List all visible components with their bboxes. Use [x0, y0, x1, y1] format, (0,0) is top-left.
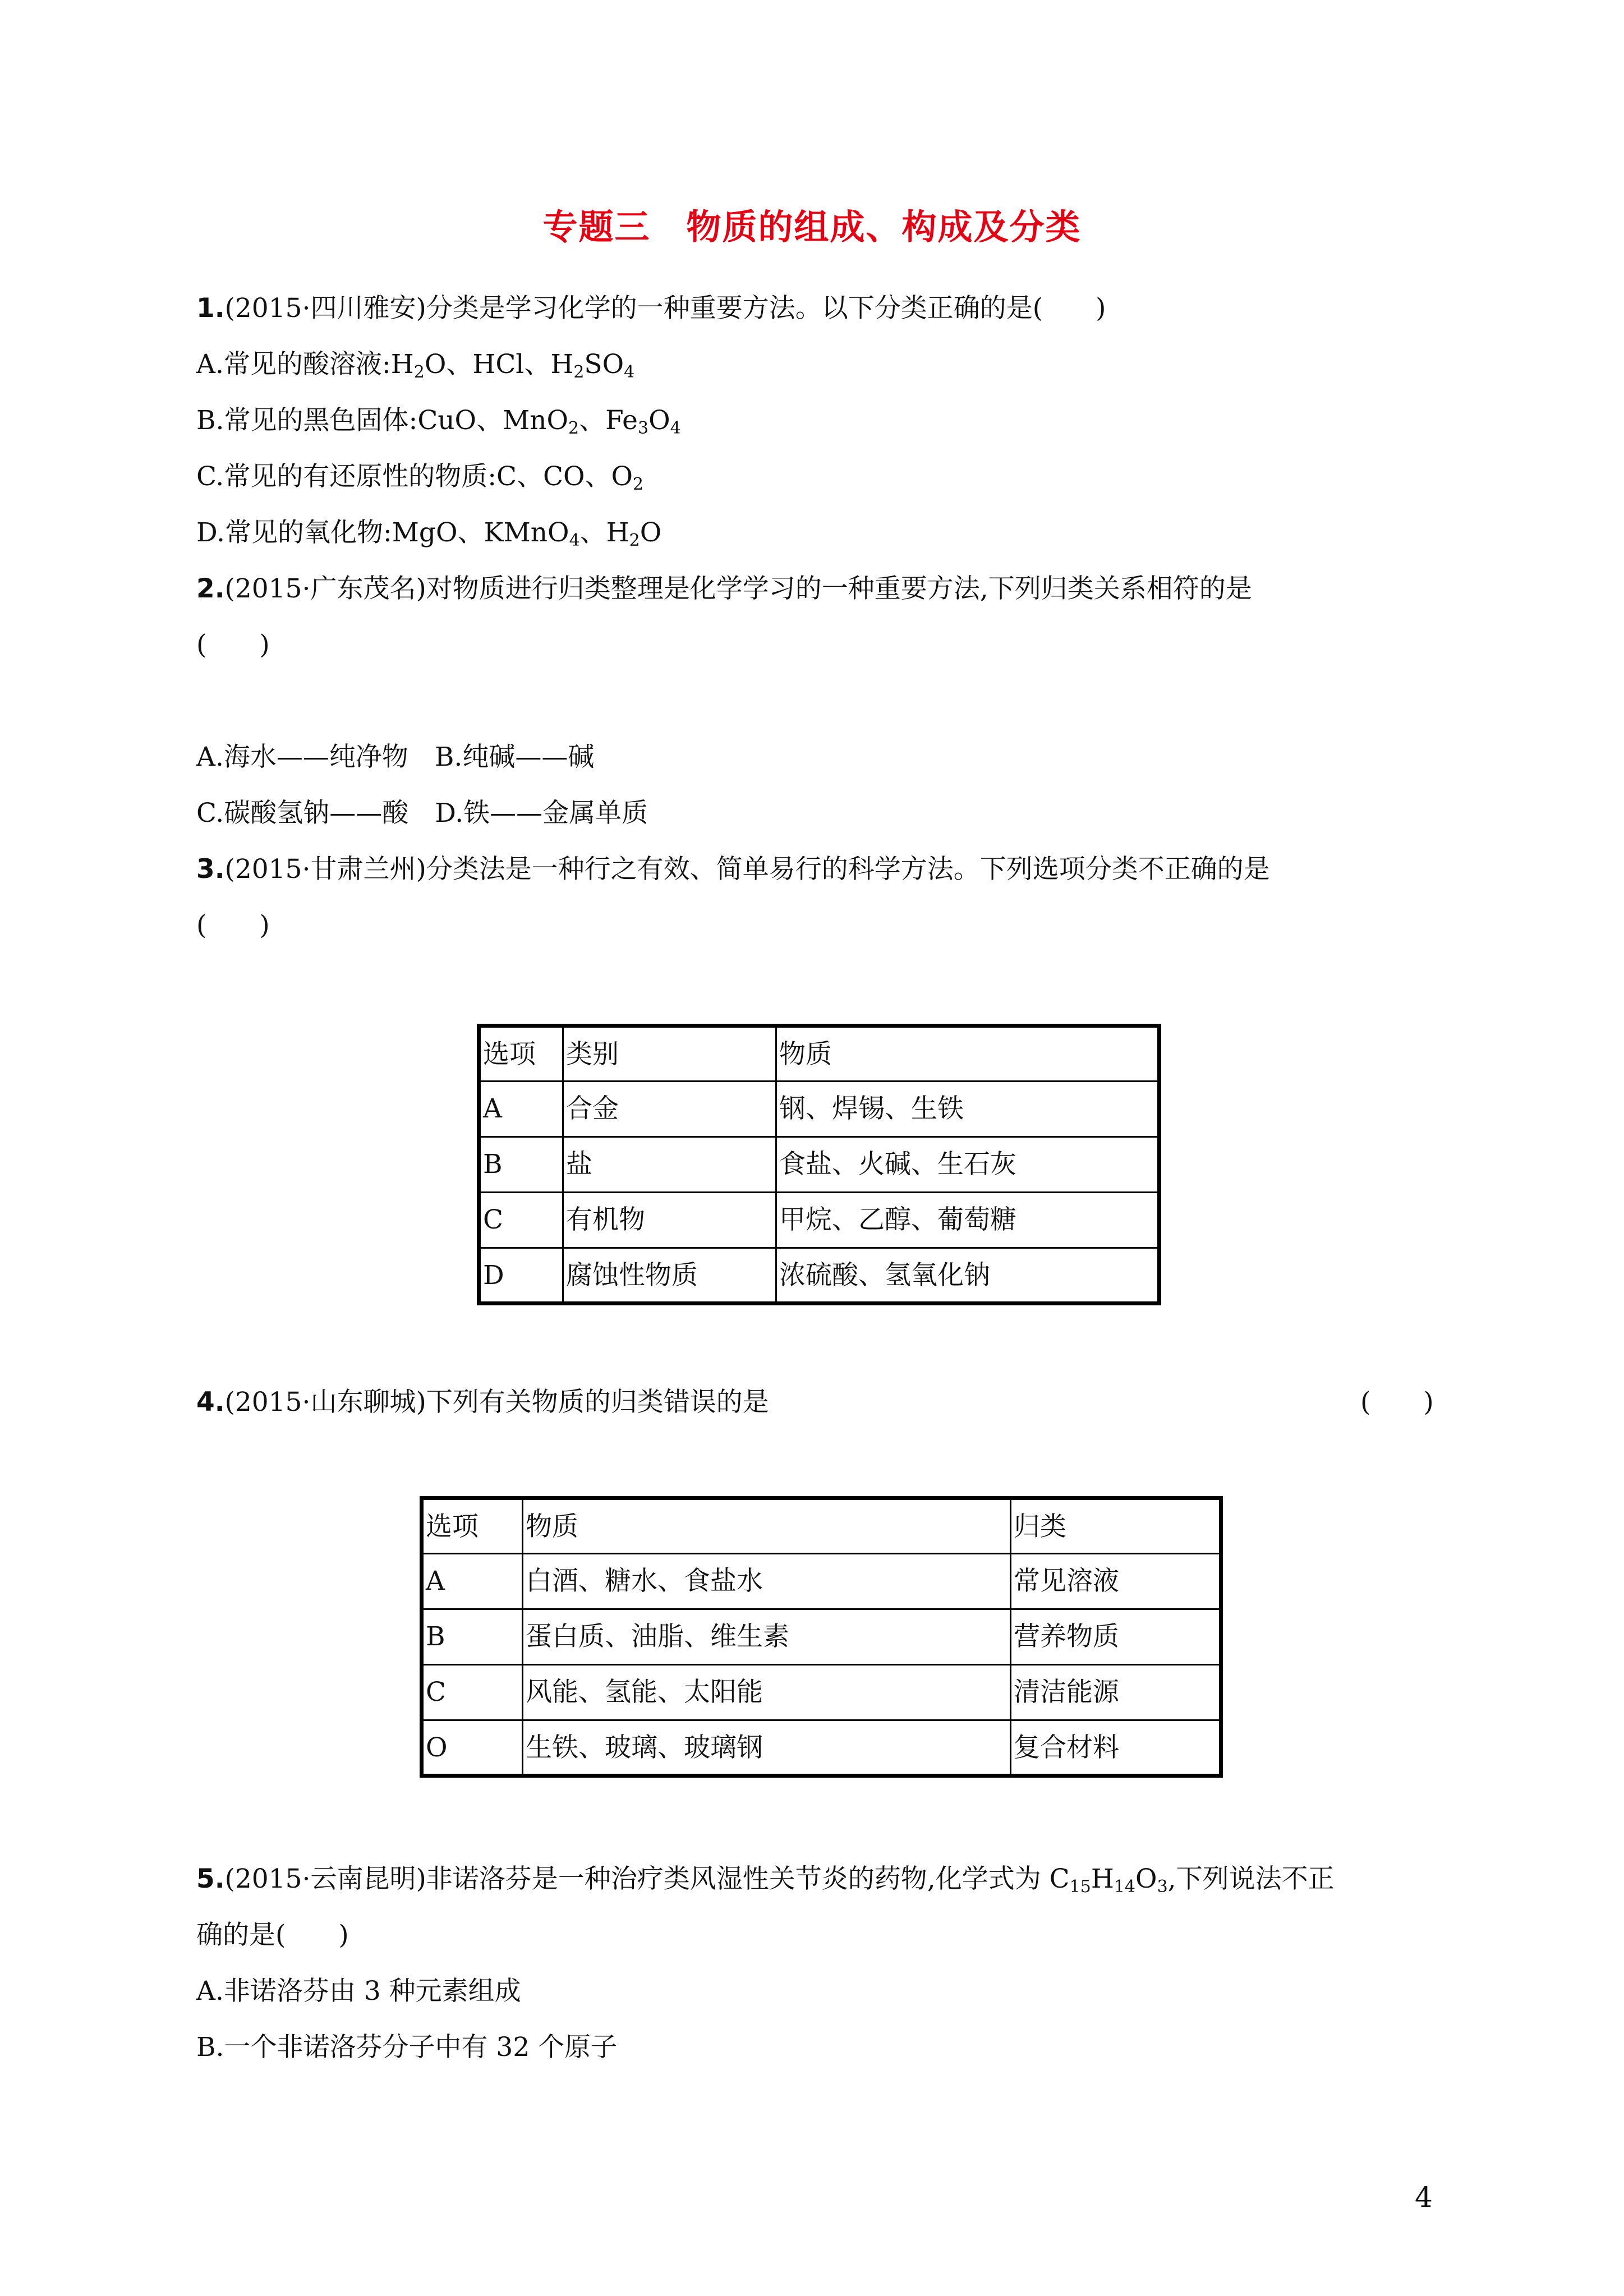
table-cell: 复合材料 [1011, 1720, 1221, 1776]
table-cell: 浓硫酸、氢氧化钠 [776, 1248, 1160, 1304]
table-header-cell: 选项 [479, 1026, 563, 1082]
table-cell: 有机物 [563, 1193, 776, 1248]
option-a-text: A.常见的酸溶液:H [196, 349, 414, 380]
question-2-options-ab: A.海水——纯净物 B.纯碱——碱 [196, 742, 595, 772]
question-4-answer-bracket: ( ) [1360, 1387, 1434, 1418]
subscript: 2 [629, 531, 640, 550]
question-1-text: (2015·四川雅安)分类是学习化学的一种重要方法。以下分类正确的是( ) [224, 293, 1106, 324]
option-a-text-cont: O、HCl、H [424, 349, 574, 380]
option-b-text: B.常见的黑色固体:CuO、MnO [196, 405, 569, 436]
table-cell: 甲烷、乙醇、葡萄糖 [776, 1193, 1160, 1248]
question-5-text-cont: H [1091, 1864, 1114, 1894]
table-cell: 腐蚀性物质 [563, 1248, 776, 1304]
table-cell: A [479, 1082, 563, 1137]
question-2-answer-bracket: ( ) [196, 629, 270, 660]
table-header-cell: 归类 [1011, 1498, 1221, 1554]
table-cell: 常见溶液 [1011, 1554, 1221, 1609]
subscript: 2 [633, 475, 644, 494]
question-3-stem [196, 853, 1270, 886]
table-row [479, 1082, 1160, 1137]
question-5-text-cont: O [1135, 1864, 1157, 1894]
question-3-text: (2015·甘肃兰州)分类法是一种行之有效、简单易行的科学方法。下列选项分类不正确的是 [224, 854, 1270, 885]
table-cell: B [422, 1609, 523, 1665]
table-cell: 钢、焊锡、生铁 [776, 1082, 1160, 1137]
subscript: 2 [568, 418, 579, 438]
table-cell: O [422, 1720, 523, 1776]
question-2-options-cd: C.碳酸氢钠——酸 D.铁——金属单质 [196, 798, 648, 829]
subscript: 4 [670, 418, 681, 438]
table-row [422, 1554, 1221, 1609]
table-row [479, 1137, 1160, 1193]
table-header-cell: 物质 [523, 1498, 1011, 1554]
question-4-text: (2015·山东聊城)下列有关物质的归类错误的是 [224, 1387, 769, 1418]
table-cell: A [422, 1554, 523, 1609]
table-cell: 生铁、玻璃、玻璃钢 [523, 1720, 1011, 1776]
table-cell: 蛋白质、油脂、维生素 [523, 1609, 1011, 1665]
question-5-text: (2015·云南昆明)非诺洛芬是一种治疗类风湿性关节炎的药物,化学式为 C [224, 1864, 1070, 1894]
subscript: 4 [624, 362, 635, 382]
option-d-text-cont: O [640, 517, 662, 548]
question-5-text-cont: ,下列说法不正 [1167, 1864, 1335, 1894]
page-number: 4 [1415, 2181, 1433, 2214]
table-row [479, 1248, 1160, 1304]
option-a-text-cont: SO [584, 349, 624, 380]
question-4-number: 4. [196, 1387, 225, 1418]
table-cell: 合金 [563, 1082, 776, 1137]
table-cell: C [479, 1193, 563, 1248]
question-5-stem [196, 1862, 1335, 1896]
subscript: 4 [569, 531, 580, 550]
question-1-stem [196, 292, 1106, 325]
question-3-number: 3. [196, 854, 225, 885]
question-3-answer-bracket: ( ) [196, 910, 270, 941]
subscript: 15 [1069, 1877, 1091, 1897]
table-row [422, 1720, 1221, 1776]
question-1-option-d [196, 516, 661, 550]
subscript: 3 [637, 418, 649, 438]
question-1-option-b [196, 404, 681, 438]
subscript: 3 [1157, 1877, 1168, 1897]
table-cell: C [422, 1665, 523, 1720]
option-b-text-cont: O [648, 405, 670, 436]
table-cell: B [479, 1137, 563, 1193]
table-cell: 白酒、糖水、食盐水 [523, 1554, 1011, 1609]
question-1-number: 1. [196, 293, 225, 324]
table-row [422, 1609, 1221, 1665]
subscript: 2 [413, 362, 425, 382]
question-5-stem-cont: 确的是( ) [196, 1920, 349, 1950]
table-cell: 清洁能源 [1011, 1665, 1221, 1720]
question-1-option-a [196, 348, 634, 381]
option-d-text: D.常见的氧化物:MgO、KMnO [196, 517, 569, 548]
table-header-row [479, 1026, 1160, 1082]
table-header-cell: 物质 [776, 1026, 1160, 1082]
question-2-stem [196, 572, 1252, 606]
question-5-option-a: A.非诺洛芬由 3 种元素组成 [196, 1976, 521, 2007]
option-d-text-cont: 、H [579, 517, 629, 548]
table-cell: 盐 [563, 1137, 776, 1193]
question-3-table [477, 1024, 1161, 1305]
question-5-number: 5. [196, 1864, 225, 1894]
subscript: 14 [1114, 1877, 1136, 1897]
table-cell: 风能、氢能、太阳能 [523, 1665, 1011, 1720]
table-cell: D [479, 1248, 563, 1304]
question-1-option-c [196, 460, 643, 494]
table-cell: 营养物质 [1011, 1609, 1221, 1665]
table-row [479, 1193, 1160, 1248]
table-cell: 食盐、火碱、生石灰 [776, 1137, 1160, 1193]
table-header-cell: 类别 [563, 1026, 776, 1082]
table-header-row [422, 1498, 1221, 1554]
question-2-text: (2015·广东茂名)对物质进行归类整理是化学学习的一种重要方法,下列归类关系相符的是 [224, 573, 1252, 604]
subscript: 2 [573, 362, 585, 382]
table-header-cell: 选项 [422, 1498, 523, 1554]
page-title: 专题三 物质的组成、构成及分类 [542, 206, 1082, 247]
option-b-text-cont: 、Fe [579, 405, 638, 436]
question-4-stem [196, 1386, 769, 1419]
question-2-number: 2. [196, 573, 225, 604]
question-5-option-b: B.一个非诺洛芬分子中有 32 个原子 [196, 2032, 618, 2063]
table-row [422, 1665, 1221, 1720]
option-c-text: C.常见的有还原性的物质:C、CO、O [196, 461, 633, 492]
question-4-table [420, 1496, 1223, 1778]
